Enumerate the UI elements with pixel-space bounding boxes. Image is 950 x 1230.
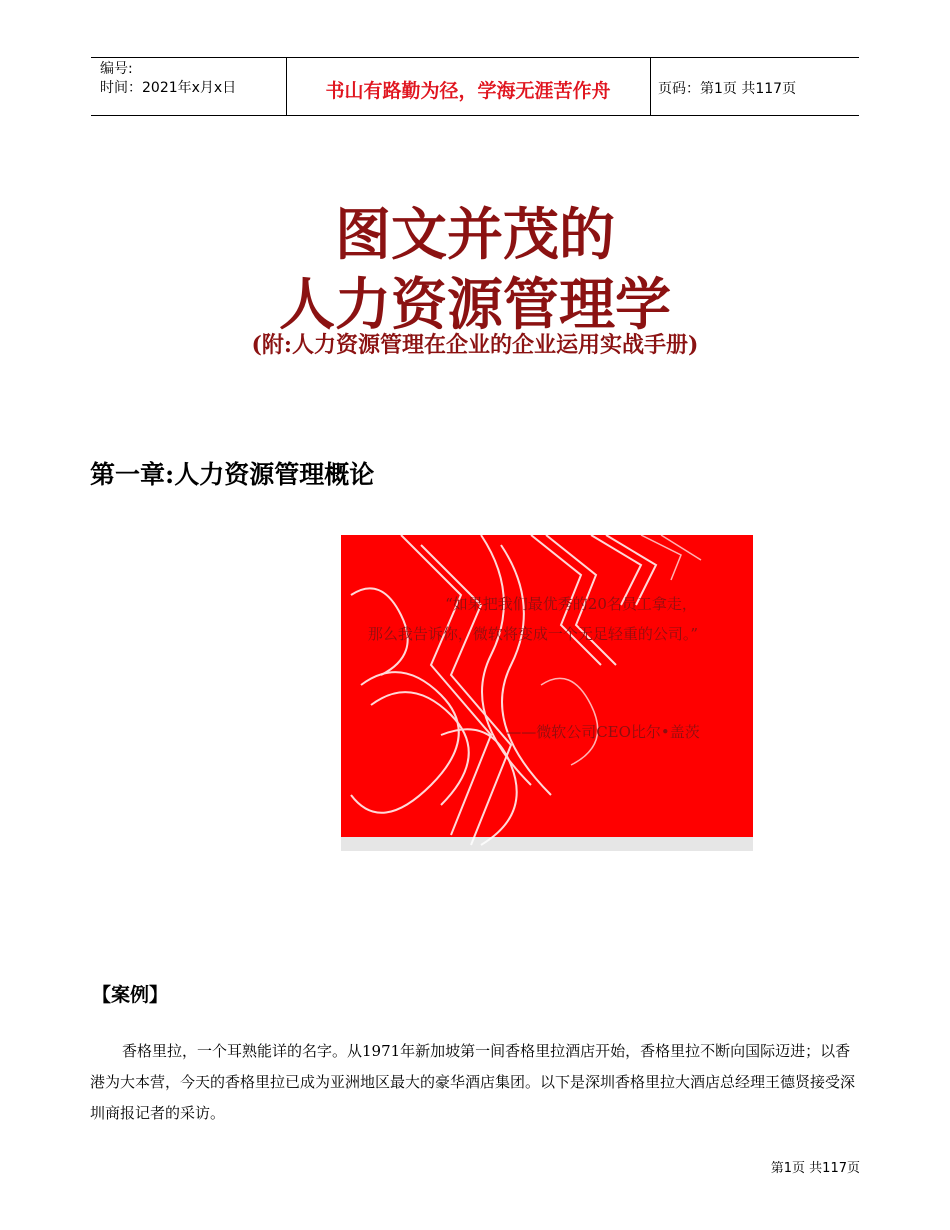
- quote-banner: [341, 535, 753, 851]
- chapter-heading: 第一章:人力资源管理概论: [90, 460, 375, 489]
- case-heading: 【案例】: [92, 984, 169, 1006]
- header-page-info: 页码：第1页 共117页: [658, 81, 797, 97]
- header-top-rule: [91, 57, 859, 58]
- document-subtitle: (附:人力资源管理在企业的企业运用实战手册): [251, 332, 699, 358]
- header-motto: 书山有路勤为径，学海无涯苦作舟: [325, 80, 611, 102]
- quote-attribution: ——微软公司CEO比尔•盖茨: [506, 723, 700, 741]
- time-label: 时间：2021年x月x日: [100, 80, 237, 96]
- document-title-line2: 人力资源管理学: [279, 272, 671, 338]
- quote-line-1: “如果把我们最优秀的20名员工拿走，: [445, 595, 697, 613]
- watermark-graphic: [341, 535, 753, 851]
- quote-line-2: 那么我告诉你，微软将变成一个无足轻重的公司。”: [367, 625, 699, 643]
- header-bottom-rule: [91, 115, 859, 116]
- document-title-line1: 图文并茂的: [335, 202, 615, 268]
- header-meta: [100, 60, 236, 98]
- footer-page-info: 第1页 共117页: [770, 1161, 860, 1176]
- case-paragraph: 香格里拉，一个耳熟能详的名字。从1971年新加坡第一间香格里拉酒店开始，香格里拉不断向国际迈进；以香港为大本营，今天的香格里拉已成为亚洲地区最大的豪华酒店集团。以下是深圳香格里拉大酒店总经理王德贤接受深圳商报记者的采访。: [90, 1042, 856, 1122]
- header-divider: [286, 57, 287, 115]
- number-label: 编号:: [100, 61, 133, 77]
- header-divider: [650, 57, 651, 115]
